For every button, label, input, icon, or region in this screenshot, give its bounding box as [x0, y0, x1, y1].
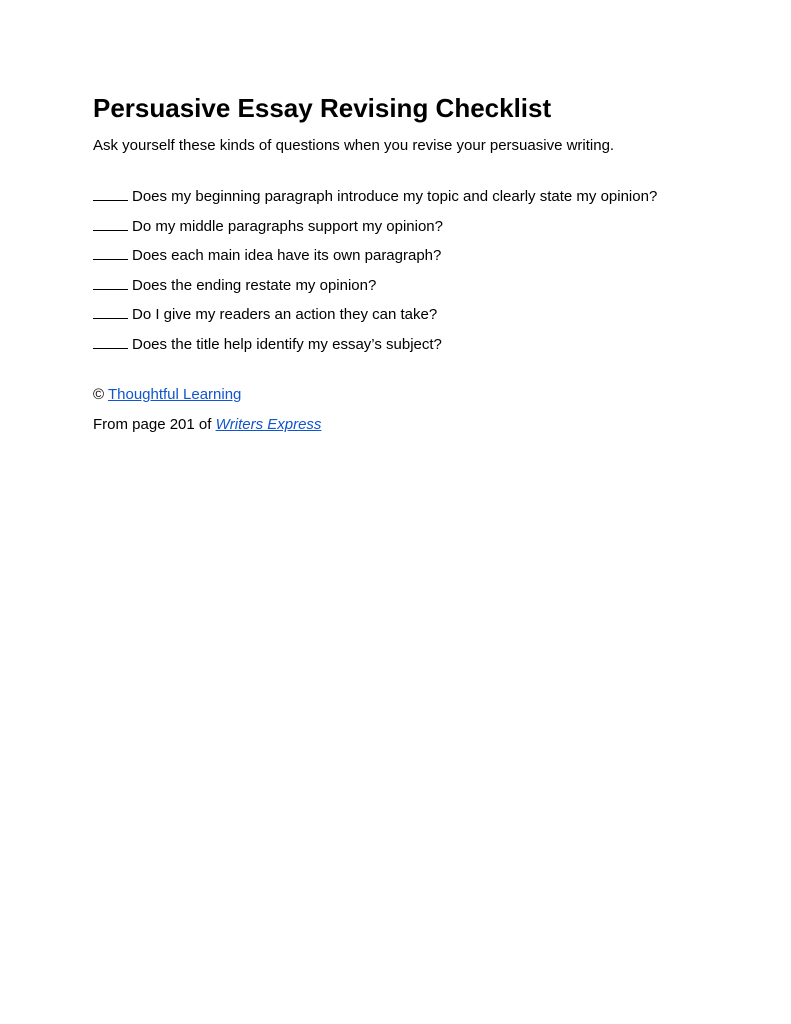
intro-text: Ask yourself these kinds of questions when you revise your persuasive writing.: [93, 137, 615, 154]
source-line: [93, 415, 733, 435]
checklist-item: [93, 217, 733, 237]
copyright-symbol: ©: [93, 385, 105, 403]
checkbox-blank-line[interactable]: [93, 276, 128, 290]
checkbox-blank-line[interactable]: [93, 246, 128, 260]
checkbox-blank-line[interactable]: [93, 217, 128, 231]
thoughtful-learning-link[interactable]: Thoughtful Learning: [107, 385, 242, 403]
checklist-item: [93, 335, 733, 355]
footer: [93, 385, 733, 435]
checklist-item: [93, 305, 733, 325]
checklist-item-text: Does each main idea have its own paragraph?: [132, 247, 442, 265]
checklist-item: [93, 187, 733, 207]
checklist-item: [93, 276, 733, 296]
checklist-item-text: Do my middle paragraphs support my opinion?: [132, 217, 443, 235]
checklist-item-text: Do I give my readers an action they can take?: [132, 306, 438, 324]
checklist-item-text: Does the ending restate my opinion?: [132, 276, 377, 294]
checkbox-blank-line[interactable]: [93, 305, 128, 319]
source-prefix: From page 201 of: [93, 415, 212, 433]
checklist-item-text: Does my beginning paragraph introduce my topic and clearly state my opinion?: [132, 188, 658, 205]
writers-express-link[interactable]: Writers Express: [215, 415, 322, 433]
page-title: Persuasive Essay Revising Checklist: [93, 93, 552, 123]
checklist-item: [93, 246, 733, 266]
checkbox-blank-line[interactable]: [93, 335, 128, 349]
document-page: [93, 92, 733, 444]
copyright-line: [93, 385, 733, 405]
checkbox-blank-line[interactable]: [93, 187, 128, 201]
revising-checklist: [93, 187, 733, 355]
checklist-item-text: Does the title help identify my essay’s subject?: [132, 335, 442, 353]
